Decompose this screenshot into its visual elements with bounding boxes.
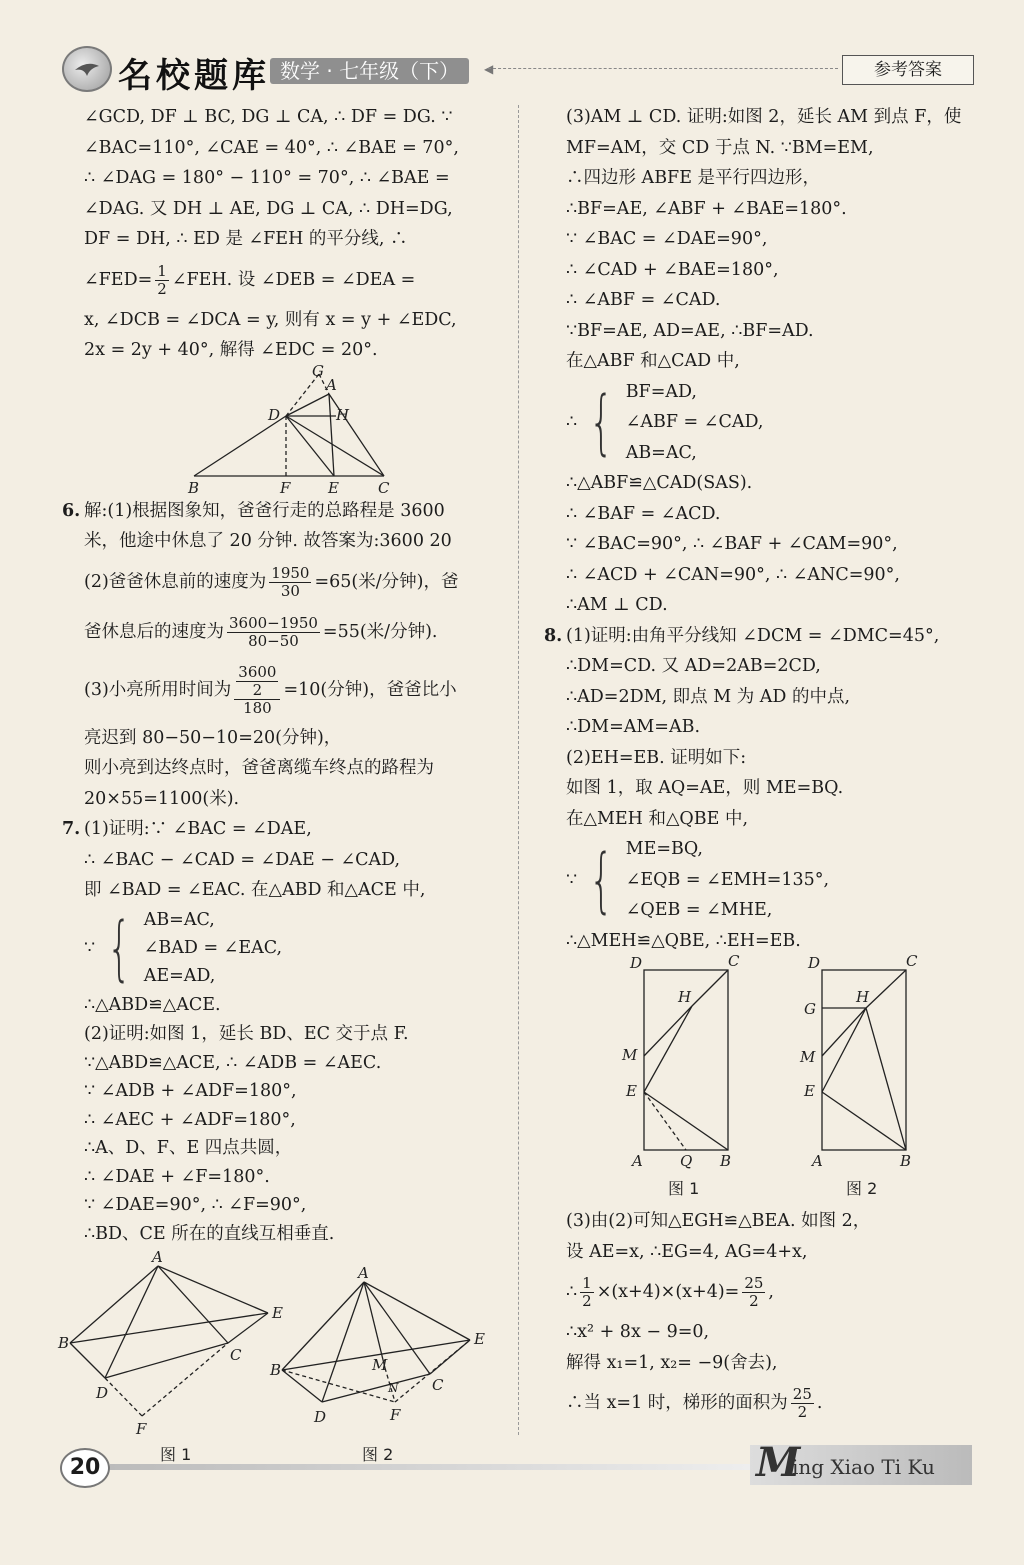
- text-fragment: ∴: [566, 1282, 578, 1302]
- text-fragment: (2)爸爸休息前的速度为: [84, 571, 267, 592]
- text-line: 在△MEH 和△QBE 中,: [566, 808, 749, 829]
- line-bd: [282, 1370, 322, 1402]
- fraction-numerator: 25: [792, 1385, 812, 1403]
- fraction-denominator: 2: [749, 1292, 759, 1310]
- text-line: x, ∠DCB = ∠DCA = y, 则有 x = y + ∠EDC,: [84, 309, 457, 330]
- system-row: AB=AC,: [143, 909, 215, 930]
- text-line: [84, 657, 504, 723]
- fraction-denominator: 2: [582, 1292, 592, 1310]
- fraction: [742, 1275, 765, 1310]
- label-g: G: [804, 1000, 816, 1018]
- system-row: ∠QEB = ∠MHE,: [625, 900, 773, 920]
- logo-icon: [62, 46, 112, 92]
- line-fc: [142, 1343, 228, 1416]
- footer-bar: [110, 1464, 750, 1470]
- figures-q7: [60, 1248, 500, 1468]
- text-line: (3)AM ⊥ CD. 证明:如图 2，延长 AM 到点 F，使: [566, 107, 962, 127]
- system-rows: [144, 906, 282, 990]
- text-line: [84, 557, 504, 607]
- text-fragment: 解:(1)根据图象知，爸爸行走的总路程是 3600: [84, 500, 445, 521]
- label-a: A: [326, 375, 337, 394]
- text-line: 设 AE=x, ∴EG=4, AG=4+x,: [566, 1241, 808, 1262]
- text-line: 米，他途中休息了 20 分钟. 故答案为:3600 20: [84, 531, 452, 551]
- label-f: F: [136, 1420, 147, 1438]
- line-dc: [322, 1374, 430, 1402]
- fraction-denominator: 80−50: [248, 631, 299, 650]
- figure-q5: [184, 361, 404, 497]
- nested-fraction: [236, 664, 278, 699]
- label-a: A: [152, 1248, 163, 1266]
- line-eq: [644, 1092, 686, 1150]
- because-symbol: ∵: [84, 937, 96, 958]
- text-line: ∠DAG. 又 DH ⊥ AE, DG ⊥ CA, ∴ DH=DG,: [84, 198, 453, 219]
- label-m: M: [800, 1048, 816, 1066]
- question-number: 7.: [62, 819, 81, 839]
- arrow-left-icon: ◀: [484, 62, 494, 76]
- because-symbol: ∴: [566, 412, 578, 433]
- fraction-numerator: 1950: [271, 563, 310, 582]
- fraction: [791, 1386, 814, 1421]
- text-line: 解得 x₁=1, x₂= −9(舍去),: [566, 1352, 778, 1373]
- line-ae: [158, 1266, 268, 1313]
- text-line: ∵ ∠DAE=90°, ∴ ∠F=90°,: [84, 1195, 307, 1215]
- system-row: ∠BAD = ∠EAC,: [143, 937, 283, 958]
- line-ae: [329, 394, 334, 476]
- label-e: E: [474, 1330, 485, 1348]
- label-d: D: [314, 1408, 327, 1426]
- bird-emblem-icon: [72, 54, 102, 84]
- text-line: ∴BD、CE 所在的直线互相垂直.: [84, 1223, 335, 1244]
- text-line: (3)由(2)可知△EGH≌△BEA. 如图 2，: [566, 1211, 871, 1231]
- system-rows: [626, 377, 764, 469]
- question-7: [62, 814, 504, 845]
- line-dg: [286, 374, 319, 416]
- system-row: AE=AD,: [143, 965, 216, 986]
- text-line: 即 ∠BAD = ∠EAC. 在△ABD 和△ACE 中,: [84, 880, 426, 900]
- label-c: C: [728, 952, 740, 970]
- figure-q8-1: [616, 952, 816, 1206]
- text-line: ∴ ∠DAE + ∠F=180°.: [84, 1166, 270, 1187]
- because-symbol: ∵: [566, 869, 578, 890]
- label-q: Q: [680, 1152, 693, 1170]
- text-line: ∵ ∠ADB + ∠ADF=180°,: [84, 1081, 297, 1101]
- text-line: ∴ ∠DAG = 180° − 110° = 70°, ∴ ∠BAE =: [84, 168, 450, 188]
- label-b: B: [720, 1152, 732, 1170]
- fraction: [155, 263, 169, 298]
- text-line: DF = DH, ∴ ED 是 ∠FEH 的平分线, ∴: [84, 229, 408, 249]
- subject-label: 数学 · 七年级（下）: [270, 58, 469, 84]
- label-e: E: [804, 1082, 815, 1100]
- label-a: A: [812, 1152, 823, 1170]
- text-line: ∴AM ⊥ CD.: [566, 595, 668, 615]
- text-line: ∴DM=AM=AB.: [566, 717, 701, 737]
- text-line: MF=AM，交 CD 于点 N. ∵BM=EM,: [566, 137, 874, 158]
- label-h: H: [336, 405, 350, 424]
- line-da: [286, 394, 329, 416]
- text-fragment: =65(米/分钟)，爸: [314, 571, 459, 592]
- text-line: ∵ ∠BAC=90°, ∴ ∠BAF + ∠CAM=90°,: [566, 534, 898, 554]
- label-f: F: [390, 1406, 401, 1424]
- brace-icon: {: [589, 838, 614, 921]
- label-d: D: [808, 954, 821, 972]
- fraction: [269, 565, 311, 600]
- label-d: D: [630, 954, 643, 972]
- fraction-numerator: [234, 664, 280, 700]
- line-ae: [364, 1282, 470, 1340]
- text-line: ∴△MEH≌△QBE, ∴EH=EB.: [566, 930, 801, 951]
- label-c: C: [230, 1346, 242, 1364]
- label-b: B: [270, 1361, 282, 1379]
- label-c: C: [432, 1376, 444, 1394]
- equation-system: [566, 834, 986, 926]
- fraction-numerator: 3600−1950: [229, 613, 318, 632]
- line-ad: [322, 1282, 364, 1402]
- fraction: [580, 1275, 594, 1310]
- left-column: [58, 102, 504, 1468]
- figure-caption: 图 1: [668, 1179, 700, 1198]
- text-line: ∴△ABF≌△CAD(SAS).: [566, 473, 753, 493]
- text-fragment: (3)小亮所用时间为: [84, 679, 232, 700]
- label-a: A: [358, 1264, 369, 1282]
- fraction: [234, 664, 280, 717]
- line-dc: [286, 416, 384, 476]
- text-line: ∴DM=CD. 又 AD=2AB=2CD,: [566, 656, 821, 676]
- figure-caption: 图 1: [160, 1445, 192, 1464]
- text-line: ∴BF=AE, ∠ABF + ∠BAE=180°.: [566, 198, 847, 219]
- text-line: ∴ ∠AEC + ∠ADF=180°,: [84, 1109, 296, 1130]
- text-fragment: ,: [768, 1282, 774, 1302]
- system-rows: [626, 834, 829, 926]
- text-fragment: (1)证明:∵ ∠BAC = ∠DAE,: [84, 819, 312, 839]
- label-n: N: [388, 1381, 399, 1395]
- text-line: ∵BF=AE, AD=AE, ∴BF=AD.: [566, 320, 814, 341]
- text-line: ∴ ∠BAF = ∠ACD.: [566, 503, 721, 524]
- question-number: 6.: [62, 500, 81, 521]
- footer-brand: [750, 1439, 972, 1486]
- text-line: 如图 1，取 AQ=AE，则 ME=BQ.: [566, 778, 844, 798]
- text-line: ∴ ∠CAD + ∠BAE=180°,: [566, 259, 779, 280]
- text-fragment: =10(分钟)，爸爸比小: [283, 679, 457, 700]
- text-fragment: =55(米/分钟).: [322, 621, 438, 642]
- text-line: (2)证明:如图 1，延长 BD、EC 交于点 F.: [84, 1024, 409, 1044]
- text-fragment: 爸休息后的速度为: [84, 621, 224, 642]
- page-footer: [0, 1440, 1024, 1500]
- text-line: [84, 607, 504, 657]
- text-line: 在△ABF 和△CAD 中,: [566, 351, 740, 371]
- label-d: D: [268, 405, 281, 424]
- question-number: 8.: [544, 625, 563, 646]
- fraction-denominator: 180: [243, 698, 272, 717]
- fraction-numerator: 1: [157, 261, 167, 280]
- text-line: 2x = 2y + 40°, 解得 ∠EDC = 20°.: [84, 340, 378, 360]
- figures-q8: [566, 952, 986, 1206]
- text-fragment: ×(x+4)×(x+4)=: [596, 1282, 740, 1302]
- text-line: ∵△ABD≌△ACE, ∴ ∠ADB = ∠AEC.: [84, 1052, 382, 1073]
- figure-q8-2: [794, 952, 994, 1206]
- text-line: ∴ ∠BAC − ∠CAD = ∠DAE − ∠CAD,: [84, 849, 401, 870]
- label-h: H: [678, 988, 692, 1006]
- line-he: [822, 1008, 866, 1092]
- line-ab: [282, 1282, 364, 1370]
- line-ac: [158, 1266, 228, 1343]
- line-ch: [692, 970, 728, 1006]
- line-dc: [105, 1343, 228, 1378]
- label-b: B: [900, 1152, 912, 1170]
- label-a: A: [632, 1152, 643, 1170]
- line-de: [286, 416, 334, 476]
- line-ch: [866, 970, 906, 1008]
- header-divider: [488, 68, 838, 69]
- text-line: (2)EH=EB. 证明如下:: [566, 747, 747, 768]
- column-divider: [518, 105, 519, 1435]
- text-fragment: ∠FEH. 设 ∠DEB = ∠DEA =: [171, 269, 416, 290]
- answer-label: 参考答案: [842, 55, 974, 85]
- text-line: ∠BAC=110°, ∠CAE = 40°, ∴ ∠BAE = 70°,: [84, 137, 459, 158]
- text-fragment: ∠FED=: [84, 269, 153, 290]
- fraction-numerator: 3600: [238, 662, 277, 681]
- page-number: 20: [60, 1448, 110, 1488]
- text-line: ∠GCD, DF ⊥ BC, DG ⊥ CA, ∴ DF = DG. ∵: [84, 107, 453, 127]
- line-eb: [822, 1092, 906, 1150]
- line-hb: [866, 1008, 906, 1150]
- page-header: [0, 0, 1024, 100]
- brace-icon: {: [107, 906, 132, 989]
- fraction-numerator: 25: [744, 1274, 764, 1292]
- label-e: E: [328, 478, 339, 497]
- text-fragment: .: [816, 1393, 823, 1413]
- footer-brand-text: ing Xiao Ti Ku: [792, 1455, 935, 1479]
- system-row: ∠ABF = ∠CAD,: [625, 412, 764, 432]
- question-6: [62, 496, 504, 527]
- figure-caption: 图 2: [362, 1445, 394, 1464]
- text-line: ∴x² + 8x − 9=0,: [566, 1322, 710, 1342]
- label-m: M: [622, 1046, 638, 1064]
- fraction-denominator: 2: [797, 1403, 808, 1421]
- line-df: [105, 1378, 142, 1416]
- text-line: [566, 1267, 986, 1317]
- text-line: ∴A、D、F、E 四点共圆，: [84, 1138, 293, 1158]
- brace-icon: {: [589, 381, 614, 464]
- text-line: ∴ ∠ACD + ∠CAN=90°, ∴ ∠ANC=90°,: [566, 564, 900, 585]
- line-bd: [194, 416, 286, 476]
- fraction-denominator: 30: [280, 581, 300, 600]
- label-f: F: [280, 478, 291, 497]
- text-line: [84, 255, 504, 305]
- equation-system: [566, 377, 986, 469]
- text-line: ∴AD=2DM, 即点 M 为 AD 的中点,: [566, 686, 851, 707]
- footer-brand-initial: M: [756, 1439, 801, 1486]
- system-row: BF=AD,: [625, 381, 697, 402]
- figure-caption: 图 2: [846, 1179, 878, 1198]
- system-row: ME=BQ,: [625, 839, 703, 859]
- system-row: AB=AC,: [625, 442, 697, 463]
- line-bd: [70, 1343, 105, 1378]
- fraction-denominator: 2: [252, 680, 263, 699]
- label-e: E: [626, 1082, 637, 1100]
- text-line: ∴四边形 ABFE 是平行四边形，: [566, 168, 821, 188]
- fraction-numerator: 1: [582, 1274, 592, 1292]
- label-e: E: [272, 1304, 283, 1322]
- equation-system: [84, 906, 504, 990]
- label-b: B: [58, 1334, 70, 1352]
- text-line: 亮迟到 80−50−10=20(分钟)，: [84, 727, 342, 748]
- question-8: [544, 621, 986, 652]
- brand-title: 名校题库: [118, 56, 270, 96]
- text-line: ∴ ∠ABF = ∠CAD.: [566, 290, 721, 310]
- text-line: ∵ ∠BAC = ∠DAE=90°,: [566, 229, 768, 249]
- fraction-denominator: 2: [157, 279, 167, 298]
- text-line: 20×55=1100(米).: [84, 788, 240, 809]
- label-c: C: [906, 952, 918, 970]
- line-ad: [105, 1266, 158, 1378]
- label-c: C: [378, 478, 390, 497]
- right-column: [544, 102, 986, 1428]
- label-g: G: [312, 361, 324, 380]
- text-line: [566, 1378, 986, 1428]
- label-d: D: [96, 1384, 109, 1402]
- label-h: H: [856, 988, 870, 1006]
- text-line: 则小亮到达终点时，爸爸离缆车终点的路程为: [84, 758, 434, 778]
- label-b: B: [188, 478, 200, 497]
- label-m: M: [372, 1356, 388, 1374]
- text-fragment: ∴当 x=1 时，梯形的面积为: [566, 1393, 788, 1413]
- text-fragment: (1)证明:由角平分线知 ∠DCM = ∠DMC=45°,: [566, 625, 940, 646]
- fraction: [227, 615, 320, 650]
- system-row: ∠EQB = ∠EMH=135°,: [625, 869, 830, 890]
- text-line: ∴△ABD≌△ACE.: [84, 994, 221, 1015]
- line-eb: [644, 1092, 728, 1150]
